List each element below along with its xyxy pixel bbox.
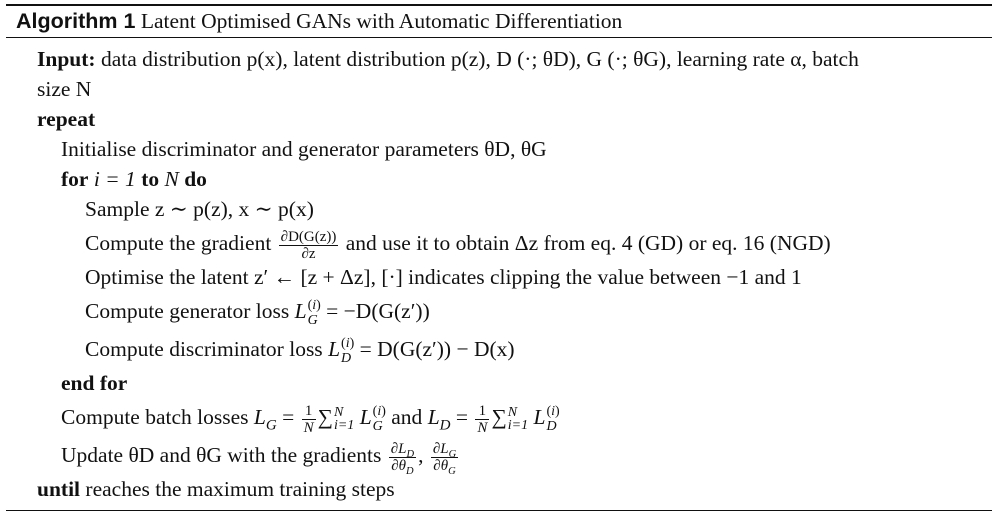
batch-loss-line	[6, 398, 992, 436]
input-text: data distribution p(x), latent distribution p(z), D (·; θD), G (·; θG), learning rate α, batch	[100, 47, 859, 71]
for-limit: N	[164, 167, 179, 191]
for-line	[6, 164, 992, 194]
until-line	[6, 474, 992, 504]
batch-loss-disc-formula: $L_D$ = $\frac{1}{N}$ ∑ N i=1 L (i) D	[427, 402, 560, 436]
update-text: Update θD and θG with the gradients	[61, 443, 382, 467]
gradient-denominator: ∂z	[301, 245, 316, 262]
do-keyword: do	[184, 167, 207, 191]
for-condition: i = 1	[93, 167, 136, 191]
to-keyword: to	[141, 167, 160, 191]
batch-loss-gen-formula: $L_G$ = $\frac{1}{N}$ ∑ N i=1 L (i) G	[253, 402, 386, 436]
gradient-numerator: ∂D(G(z))	[280, 228, 337, 245]
algorithm-body	[6, 38, 992, 510]
update-frac-d: $\frac{\partial L_D}{\partial\theta_D}$	[390, 440, 415, 477]
input-cont-text: size N	[37, 77, 92, 101]
for-keyword: for	[61, 167, 89, 191]
batch-loss-text: Compute batch losses	[61, 405, 249, 429]
update-frac-g: $\frac{\partial L_G}{\partial\theta_G}$	[432, 440, 457, 477]
repeat-line	[6, 104, 992, 134]
discriminator-loss-text: Compute discriminator loss	[85, 337, 323, 361]
endfor-keyword: end for	[61, 371, 128, 395]
gradient-fraction	[279, 229, 339, 262]
discriminator-loss-symbol: L (i) D	[328, 336, 355, 367]
optimise-text: Optimise the latent z′ ← [z + Δz], [·] indicates clipping the value between −1 and 1	[85, 265, 802, 289]
batch-loss-and: and	[391, 405, 423, 429]
endfor-line	[6, 368, 992, 398]
input-line	[6, 44, 992, 74]
generator-loss-line	[6, 292, 992, 330]
initialise-line	[6, 134, 992, 164]
gradient-text-a: Compute the gradient	[85, 231, 272, 255]
optimise-line	[6, 262, 992, 292]
until-keyword: until	[37, 477, 81, 501]
sample-line	[6, 194, 992, 224]
gradient-line	[6, 224, 992, 262]
input-keyword: Input:	[37, 47, 96, 71]
algorithm-caption	[6, 6, 992, 37]
generator-loss-expr: = −D(G(z′))	[326, 299, 430, 323]
until-text: reaches the maximum training steps	[85, 477, 395, 501]
gradient-text-b: and use it to obtain Δz from eq. 4 (GD) or eq. 16 (NGD)	[345, 231, 831, 255]
repeat-keyword: repeat	[37, 107, 96, 131]
discriminator-loss-line	[6, 330, 992, 368]
algorithm-block	[6, 4, 992, 511]
initialise-text: Initialise discriminator and generator parameters θD, θG	[61, 137, 547, 161]
algorithm-label: Algorithm 1	[16, 9, 136, 33]
sample-text: Sample z ∼ p(z), x ∼ p(x)	[85, 197, 314, 221]
algorithm-title: Latent Optimised GANs with Automatic Differentiation	[140, 9, 623, 33]
generator-loss-text: Compute generator loss	[85, 299, 290, 323]
input-continuation	[6, 74, 992, 104]
discriminator-loss-expr: = D(G(z′)) − D(x)	[359, 337, 515, 361]
generator-loss-symbol: L (i) G	[294, 298, 321, 329]
update-line: Update θD and θG with the gradients $\frac{\partial L_D}{\partial\theta_D}$ , $\frac{\partial L_G}{\partial\theta_G}$	[61, 440, 457, 477]
